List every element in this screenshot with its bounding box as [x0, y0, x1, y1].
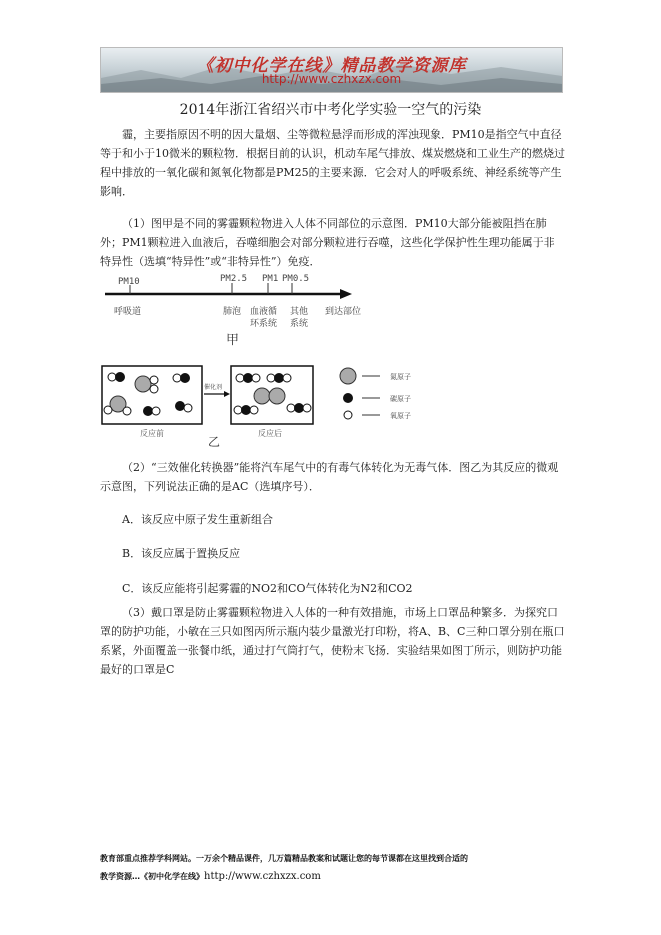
page-title: 2014年浙江省绍兴市中考化学实验一空气的污染: [179, 102, 482, 118]
header-banner: [100, 47, 563, 93]
label-pm10: PM10: [118, 277, 140, 287]
label-pm05: PM0.5: [282, 274, 310, 284]
figure-yi: [102, 366, 411, 449]
label-other-1: 其他: [290, 307, 309, 317]
label-destination: 到达部位: [325, 307, 362, 317]
question-3: （3）戴口罩是防止雾霾颗粒物进入人体的一种有效措施，市场上口罩品种繁多．为探究口罩的防护功能，小敏在三只如图丙所示瓶内装少量激光打印粉，将A、B、C三种口罩分别在瓶口系紧，外面覆盖一张餐巾纸，通过打气筒打气，使粉末飞扬．实验结果如图丁所示，则防护功能最好的口罩是C: [100, 606, 565, 676]
option-a: A．该反应中原子发生重新组合: [122, 513, 273, 526]
figure-diagram: [100, 268, 570, 458]
banner-title: 《初中化学在线》精品教学资源库: [196, 56, 467, 76]
intro-paragraph: 霾，主要指原因不明的因大量烟、尘等微粒悬浮而形成的浑浊现象．PM10是指空气中直径等于和小于10微米的颗粒物．根据目前的认识，机动车尾气排放、煤炭燃烧和工业生产的燃烧过程中排放的一氧化碳和氮氧化物都是PM25的主要来源．它会对人的呼吸系统、神经系统等产生影响．: [100, 128, 565, 198]
legend-carbon-marker: [343, 393, 353, 403]
figure-jia-caption: 甲: [226, 333, 240, 348]
legend: [340, 368, 411, 420]
label-pm1: PM1: [262, 274, 279, 284]
legend-carbon: 碳原子: [390, 395, 411, 403]
legend-nitrogen-marker: [340, 368, 356, 384]
footer-line2: 教学资源…《初中化学在线》: [100, 872, 204, 881]
question-2: （2）“三效催化转换器”能将汽车尾气中的有毒气体转化为无毒气体．图乙为其反应的微观示意图，下列说法正确的是AC（选填序号）．: [100, 461, 559, 493]
legend-nitrogen: 氮原子: [390, 373, 411, 381]
figure-jia: [105, 274, 361, 348]
footer: [100, 850, 570, 886]
legend-oxygen: 氧原子: [390, 412, 411, 420]
label-other-2: 系统: [290, 319, 309, 329]
catalyst-label: 催化剂: [204, 384, 223, 391]
label-blood-1: 血液循: [250, 307, 278, 317]
banner-url[interactable]: http://www.czhxzx.com: [261, 72, 402, 86]
label-respiratory: 呼吸道: [114, 307, 142, 317]
footer-url[interactable]: http://www.czhxzx.com: [204, 871, 321, 882]
label-pm25: PM2.5: [220, 274, 248, 284]
figure-yi-caption: 乙: [208, 435, 221, 449]
axis-arrow: [340, 289, 352, 299]
footer-line1: 教育部重点推荐学科网站。一万余个精品课件，几万篇精品教案和试题让您的每节课都在这里找到合适的: [100, 854, 468, 863]
after-label: 反应后: [258, 429, 282, 438]
label-blood-2: 环系统: [250, 319, 278, 329]
question-1: （1）图甲是不同的雾霾颗粒物进入人体不同部位的示意图．PM10大部分能被阻挡在肺外；PM1颗粒进入血液后，吞噬细胞会对部分颗粒进行吞噬，这些化学保护性生理功能属于非特异性（选填“特异性”或“非特异性”）免疫．: [100, 217, 555, 268]
option-b: B．该反应属于置换反应: [122, 547, 241, 560]
option-c: C．该反应能将引起雾霾的NO2和CO气体转化为N2和CO2: [122, 582, 413, 595]
legend-oxygen-marker: [344, 411, 352, 419]
label-alveoli: 肺泡: [223, 307, 242, 317]
before-label: 反应前: [140, 429, 164, 438]
